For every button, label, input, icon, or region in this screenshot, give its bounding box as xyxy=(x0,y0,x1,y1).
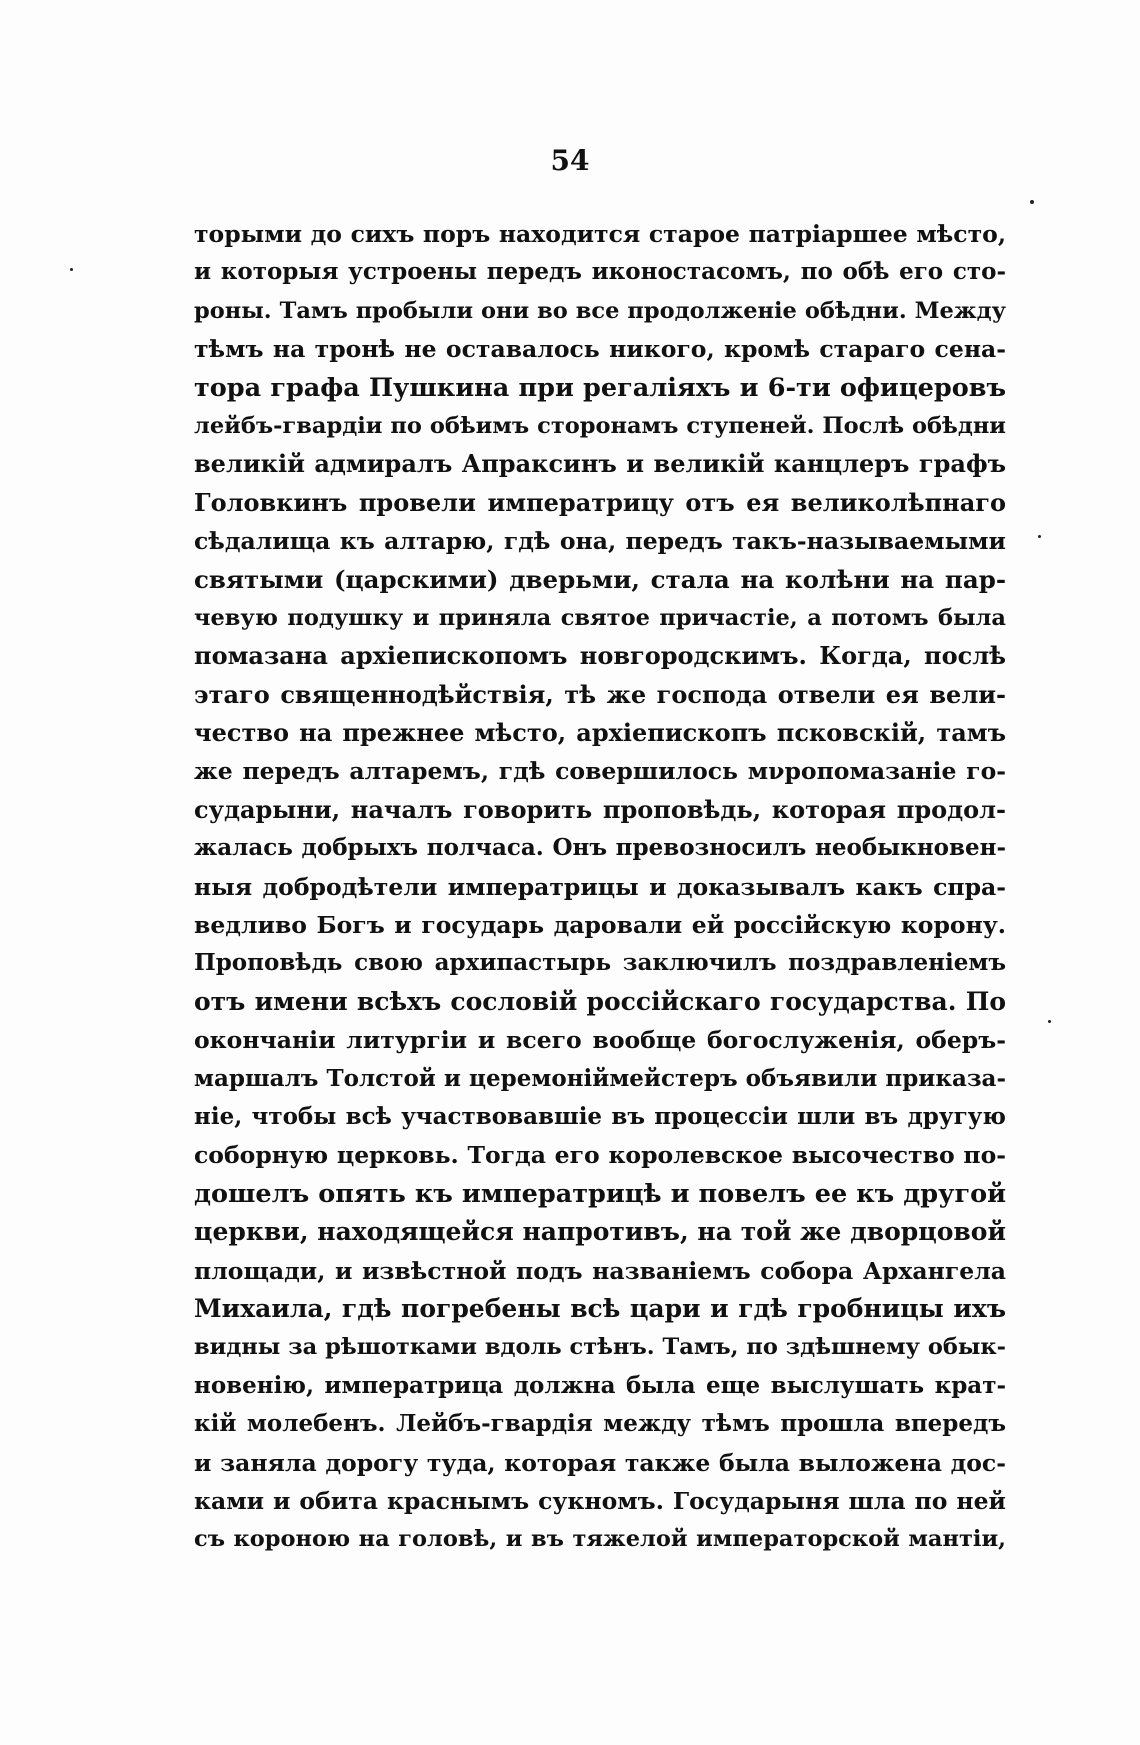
text-line: окончаніи литургіи и всего вообще богослуженія, оберъ- xyxy=(194,1026,1006,1055)
scan-speck xyxy=(1048,1020,1051,1023)
text-line: маршалъ Толстой и церемоніймейстеръ объявили приказа- xyxy=(194,1064,1006,1092)
text-line: новенію, императрица должна была еще выслушать крат- xyxy=(194,1371,1006,1399)
text-line: кій молебенъ. Лейбъ-гвардія между тѣмъ прошла впередъ xyxy=(194,1410,1006,1438)
text-line: чевую подушку и приняла святое причастіе, а потомъ была xyxy=(194,604,1006,631)
text-line: Головкинъ провели императрицу отъ ея великолѣпнаго xyxy=(194,487,1006,517)
text-line: отъ имени всѣхъ сословій россійскаго государства. По xyxy=(194,986,1006,1016)
scan-speck xyxy=(70,268,73,271)
text-line: лейбъ-гвардіи по обѣимъ сторонамъ ступеней. Послѣ обѣдни xyxy=(194,412,1006,439)
text-line: соборную церковь. Тогда его королевское высочество по- xyxy=(194,1141,1006,1170)
text-line: святыми (царскими) дверьми, стала на колѣни на пар- xyxy=(194,564,1006,594)
text-line: же передъ алтаремъ, гдѣ совершилось мνропомазаніе го- xyxy=(194,757,1006,786)
text-line: великій адмиралъ Апраксинъ и великій канцлеръ графъ xyxy=(194,449,1006,479)
text-line: сударыни, началъ говорить проповѣдь, которая продол- xyxy=(194,794,1006,824)
text-line: Проповѣдь свою архипастырь заключилъ поздравленіемъ xyxy=(194,949,1006,977)
text-line: видны за рѣшотками вдоль стѣнъ. Тамъ, по здѣшнему обык- xyxy=(194,1334,1006,1361)
text-line: Михаила, гдѣ погребены всѣ цари и гдѣ гробницы ихъ xyxy=(194,1293,1006,1323)
text-line: площади, и извѣстной подъ названіемъ собора Архангела xyxy=(194,1256,1006,1285)
text-line: съ короною на головѣ, и въ тяжелой императорской мантіи, xyxy=(194,1526,1006,1553)
text-line: дошелъ опять къ императрицѣ и повелъ ее къ другой xyxy=(194,1178,1006,1209)
text-line: ныя добродѣтели императрицы и доказывалъ какъ спра- xyxy=(194,872,1006,901)
text-line: церкви, находящейся напротивъ, на той же дворцовой xyxy=(194,1217,1006,1247)
page-number: 54 xyxy=(550,144,590,177)
text-line: этаго священнодѣйствія, тѣ же господа отвели ея вели- xyxy=(194,679,1006,709)
text-line: тѣмъ на тронѣ не оставалось никого, кромѣ стараго сена- xyxy=(194,335,1006,364)
scan-speck xyxy=(1030,200,1034,204)
scan-speck xyxy=(1038,535,1041,538)
text-line: помазана архіепископомъ новгородскимъ. Когда, послѣ xyxy=(194,641,1006,671)
text-line: роны. Тамъ пробыли они во все продолженіе обѣдни. Между xyxy=(194,297,1006,324)
text-line: ками и обита краснымъ сукномъ. Государыня шла по ней xyxy=(194,1486,1006,1515)
text-line: тора графа Пушкина при регаліяхъ и 6-ти офицеровъ xyxy=(194,372,1006,403)
text-line: сѣдалища къ алтарю, гдѣ она, передъ такъ-называемыми xyxy=(194,527,1006,556)
text-line: чество на прежнее мѣсто, архіепископъ псковскій, тамъ xyxy=(194,718,1006,748)
text-line: ведливо Богъ и государь даровали ей россійскую корону. xyxy=(194,911,1006,940)
body-text xyxy=(194,215,1006,1559)
text-line: и которыя устроены передъ иконостасомъ, по обѣ его сто- xyxy=(194,258,1006,286)
text-line: ніе, чтобы всѣ участвовавшіе въ процессіи шли въ другую xyxy=(194,1102,1006,1130)
text-line: жалась добрыхъ полчаса. Онъ превозносилъ необыкновен- xyxy=(194,834,1006,862)
text-line: и заняла дорогу туда, которая также была выложена дос- xyxy=(194,1448,1006,1477)
text-line: торыми до сихъ поръ находится старое патріаршее мѣсто, xyxy=(194,220,1006,248)
